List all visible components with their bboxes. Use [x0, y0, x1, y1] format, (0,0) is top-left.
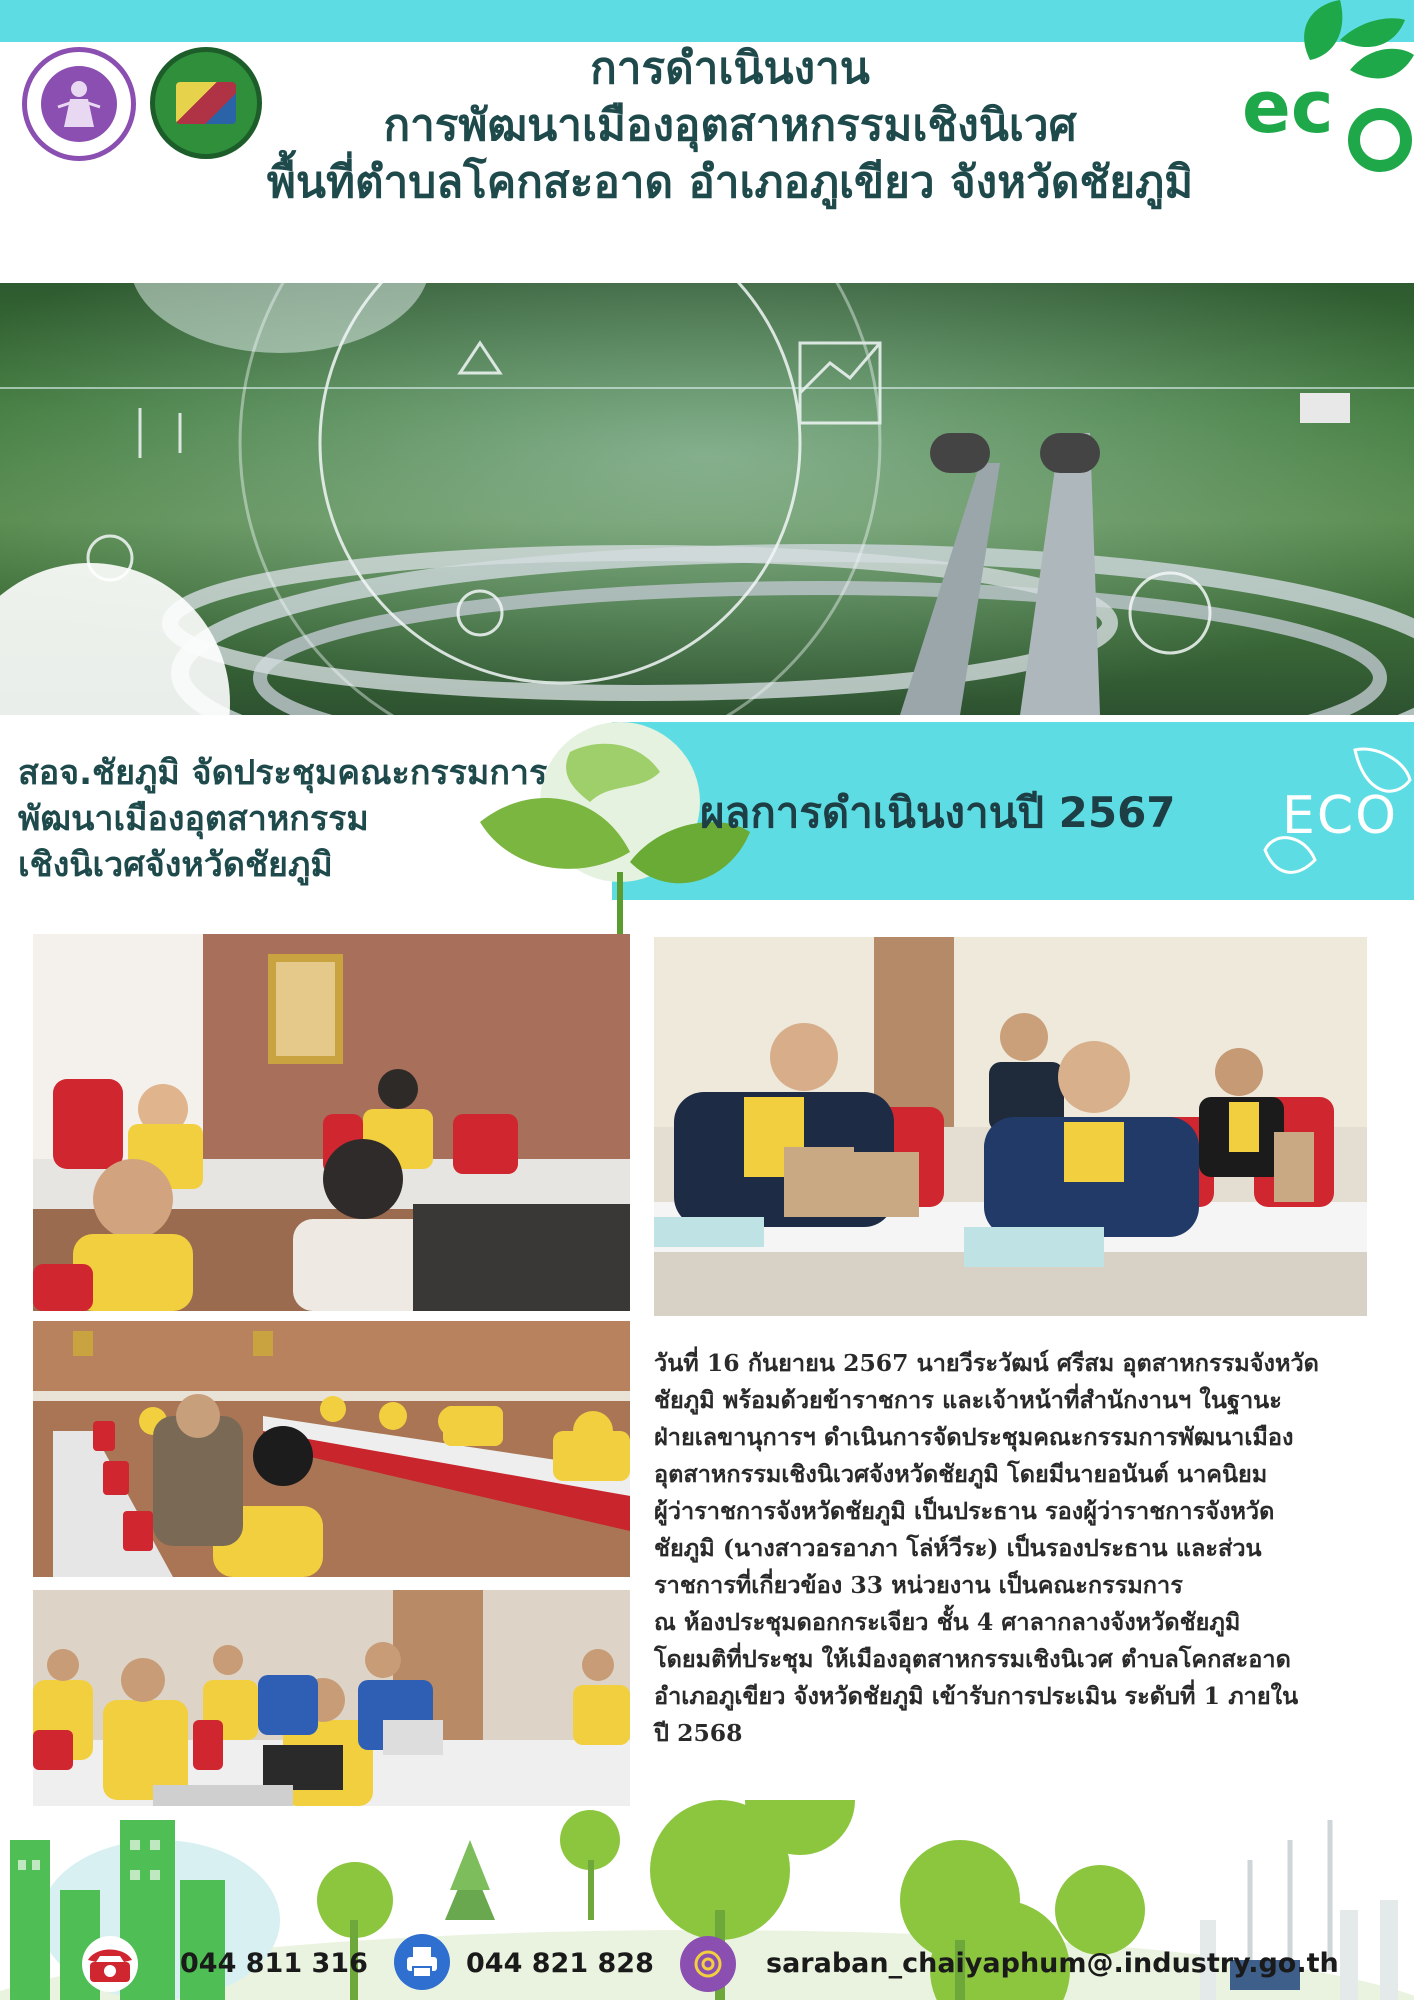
meeting-description [654, 1345, 1374, 1752]
meeting-photo-4 [33, 1590, 630, 1806]
hero-landscape-image [0, 283, 1414, 715]
description-line-9: โดยมติที่ประชุม ให้เมืองอุตสาหกรรมเชิงนิเวศ ตำบลโคกสะอาด [654, 1645, 1291, 1673]
fax-number: 044 821 828 [466, 1948, 654, 1979]
email-address: saraban_chaiyaphum@.industry.go.th [766, 1948, 1339, 1979]
page-title [140, 40, 1320, 211]
leaf-outline-icon [1255, 740, 1414, 900]
description-line-10: อำเภอภูเขียว จังหวัดชัยภูมิ เข้ารับการประเมิน ระดับที่ 1 ภายใน [654, 1682, 1299, 1710]
meeting-headline-line-2: พัฒนาเมืองอุตสาหกรรม [18, 799, 369, 839]
meeting-photo-3 [33, 1321, 630, 1577]
meeting-photo-1 [33, 934, 630, 1311]
fax-icon [394, 1934, 450, 1990]
description-line-3: ฝ่ายเลขานุการฯ ดำเนินการจัดประชุมคณะกรรมการพัฒนาเมือง [654, 1423, 1294, 1451]
description-line-6: ชัยภูมิ (นางสาวอรอาภา โล่ห์วีระ) เป็นรองประธาน และส่วน [654, 1534, 1262, 1562]
title-line-2: การพัฒนาเมืองอุตสาหกรรมเชิงนิเวศ [383, 100, 1077, 151]
meeting-photo-2 [654, 937, 1367, 1316]
description-line-4: อุตสาหกรรมเชิงนิเวศจังหวัดชัยภูมิ โดยมีนายอนันต์ นาคนิยม [654, 1460, 1268, 1488]
meeting-headline-line-3: เชิงนิเวศจังหวัดชัยภูมิ [18, 845, 333, 885]
title-line-1: การดำเนินงาน [590, 43, 870, 94]
results-heading: ผลการดำเนินงานปี 2567 [700, 788, 1176, 837]
description-line-1: วันที่ 16 กันยายน 2567 นายวีระวัฒน์ ศรีสม อุตสาหกรรมจังหวัด [654, 1349, 1319, 1377]
description-line-2: ชัยภูมิ พร้อมด้วยข้าราชการ และเจ้าหน้าที่สำนักงานฯ ในฐานะ [654, 1386, 1282, 1414]
description-line-11: ปี 2568 [654, 1719, 743, 1747]
email-icon [680, 1936, 736, 1992]
meeting-headline-line-1: สอจ.ชัยภูมิ จัดประชุมคณะกรรมการ [18, 753, 548, 793]
eco-leaf-logo [1240, 0, 1414, 175]
description-line-5: ผู้ว่าราชการจังหวัดชัยภูมิ เป็นประธาน รองผู้ว่าราชการจังหวัด [654, 1497, 1275, 1525]
telephone-icon [82, 1936, 138, 1992]
meeting-headline [18, 750, 638, 888]
description-line-8: ณ ห้องประชุมดอกกระเจียว ชั้น 4 ศาลากลางจังหวัดชัยภูมิ [654, 1608, 1241, 1636]
description-line-7: ราชการที่เกี่ยวข้อง 33 หน่วยงาน เป็นคณะกรรมการ [654, 1571, 1183, 1599]
eco-wordmark: ECO [1282, 786, 1399, 846]
phone-number: 044 811 316 [180, 1948, 368, 1979]
svg-text:ec: ec [1242, 65, 1334, 149]
top-accent-bar [0, 0, 1414, 42]
title-line-3: พื้นที่ตำบลโคกสะอาด อำเภอภูเขียว จังหวัดชัยภูมิ [266, 157, 1194, 208]
ministry-of-industry-logo [22, 47, 136, 161]
